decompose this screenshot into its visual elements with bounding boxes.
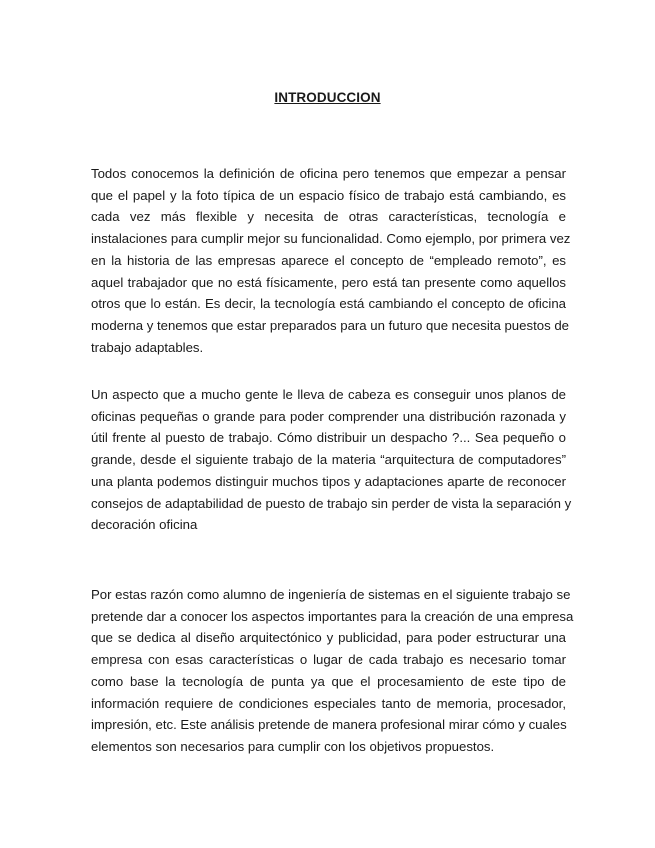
text-line: instalaciones para cumplir mejor su funcionalidad. Como ejemplo, por primera vez	[91, 231, 571, 247]
text-line: Un aspecto que a mucho gente le lleva de cabeza es conseguir unos planos de	[91, 387, 566, 402]
text-line: como base la tecnología de punta ya que el procesamiento de este tipo de	[91, 673, 566, 689]
text-line: grande, desde el siguiente trabajo de la materia “arquitectura de computadores”	[91, 452, 566, 468]
text-line: en la historia de las empresas aparece el concepto de “empleado remoto”, es	[91, 252, 566, 268]
text-line: impresión, etc. Este análisis pretende de manera profesional mirar cómo y cuales	[91, 717, 567, 733]
text-line: oficinas pequeñas o grande para poder comprender una distribución razonada y	[91, 408, 566, 424]
text-line: que se dedica al diseño arquitectónico y publicidad, para poder estructurar una	[91, 630, 566, 646]
paragraph-3	[91, 584, 574, 758]
text-line: otros que lo están. Es decir, la tecnología está cambiando el concepto de oficina	[91, 296, 566, 312]
text-line: que el papel y la foto típica de un espacio físico de trabajo está cambiando, es	[91, 187, 566, 203]
text-line: moderna y tenemos que estar preparados para un futuro que necesita puestos de	[91, 317, 569, 333]
text-line: aquel trabajador que no está físicamente, pero está tan presente como aquellos	[91, 274, 566, 290]
page-title: INTRODUCCION	[274, 90, 381, 105]
text-line: empresa con esas características o lugar de cada trabajo es necesario tomar	[91, 652, 566, 668]
text-line: pretende dar a conocer los aspectos importantes para la creación de una empresa	[91, 608, 574, 624]
text-line: trabajo adaptables.	[91, 339, 204, 355]
text-line: elementos son necesarios para cumplir con los objetivos propuestos.	[91, 738, 495, 754]
text-line: Por estas razón como alumno de ingeniería de sistemas en el siguiente trabajo se	[91, 587, 571, 602]
text-line: decoración oficina	[91, 517, 198, 533]
text-line: consejos de adaptabilidad de puesto de trabajo sin perder de vista la separación y	[91, 495, 572, 511]
text-line: útil frente al puesto de trabajo. Cómo distribuir un despacho ?... Sea pequeño o	[91, 430, 566, 446]
text-line: una planta podemos distinguir muchos tipos y adaptaciones aparte de reconocer	[91, 473, 566, 489]
text-line: Todos conocemos la definición de oficina pero tenemos que empezar a pensar	[91, 166, 566, 181]
paragraph-2	[91, 384, 572, 536]
paragraph-1	[91, 163, 571, 358]
text-line: información requiere de condiciones especiales tanto de memoria, procesador,	[91, 695, 566, 711]
text-line: cada vez más flexible y necesita de otras características, tecnología e	[91, 209, 566, 225]
